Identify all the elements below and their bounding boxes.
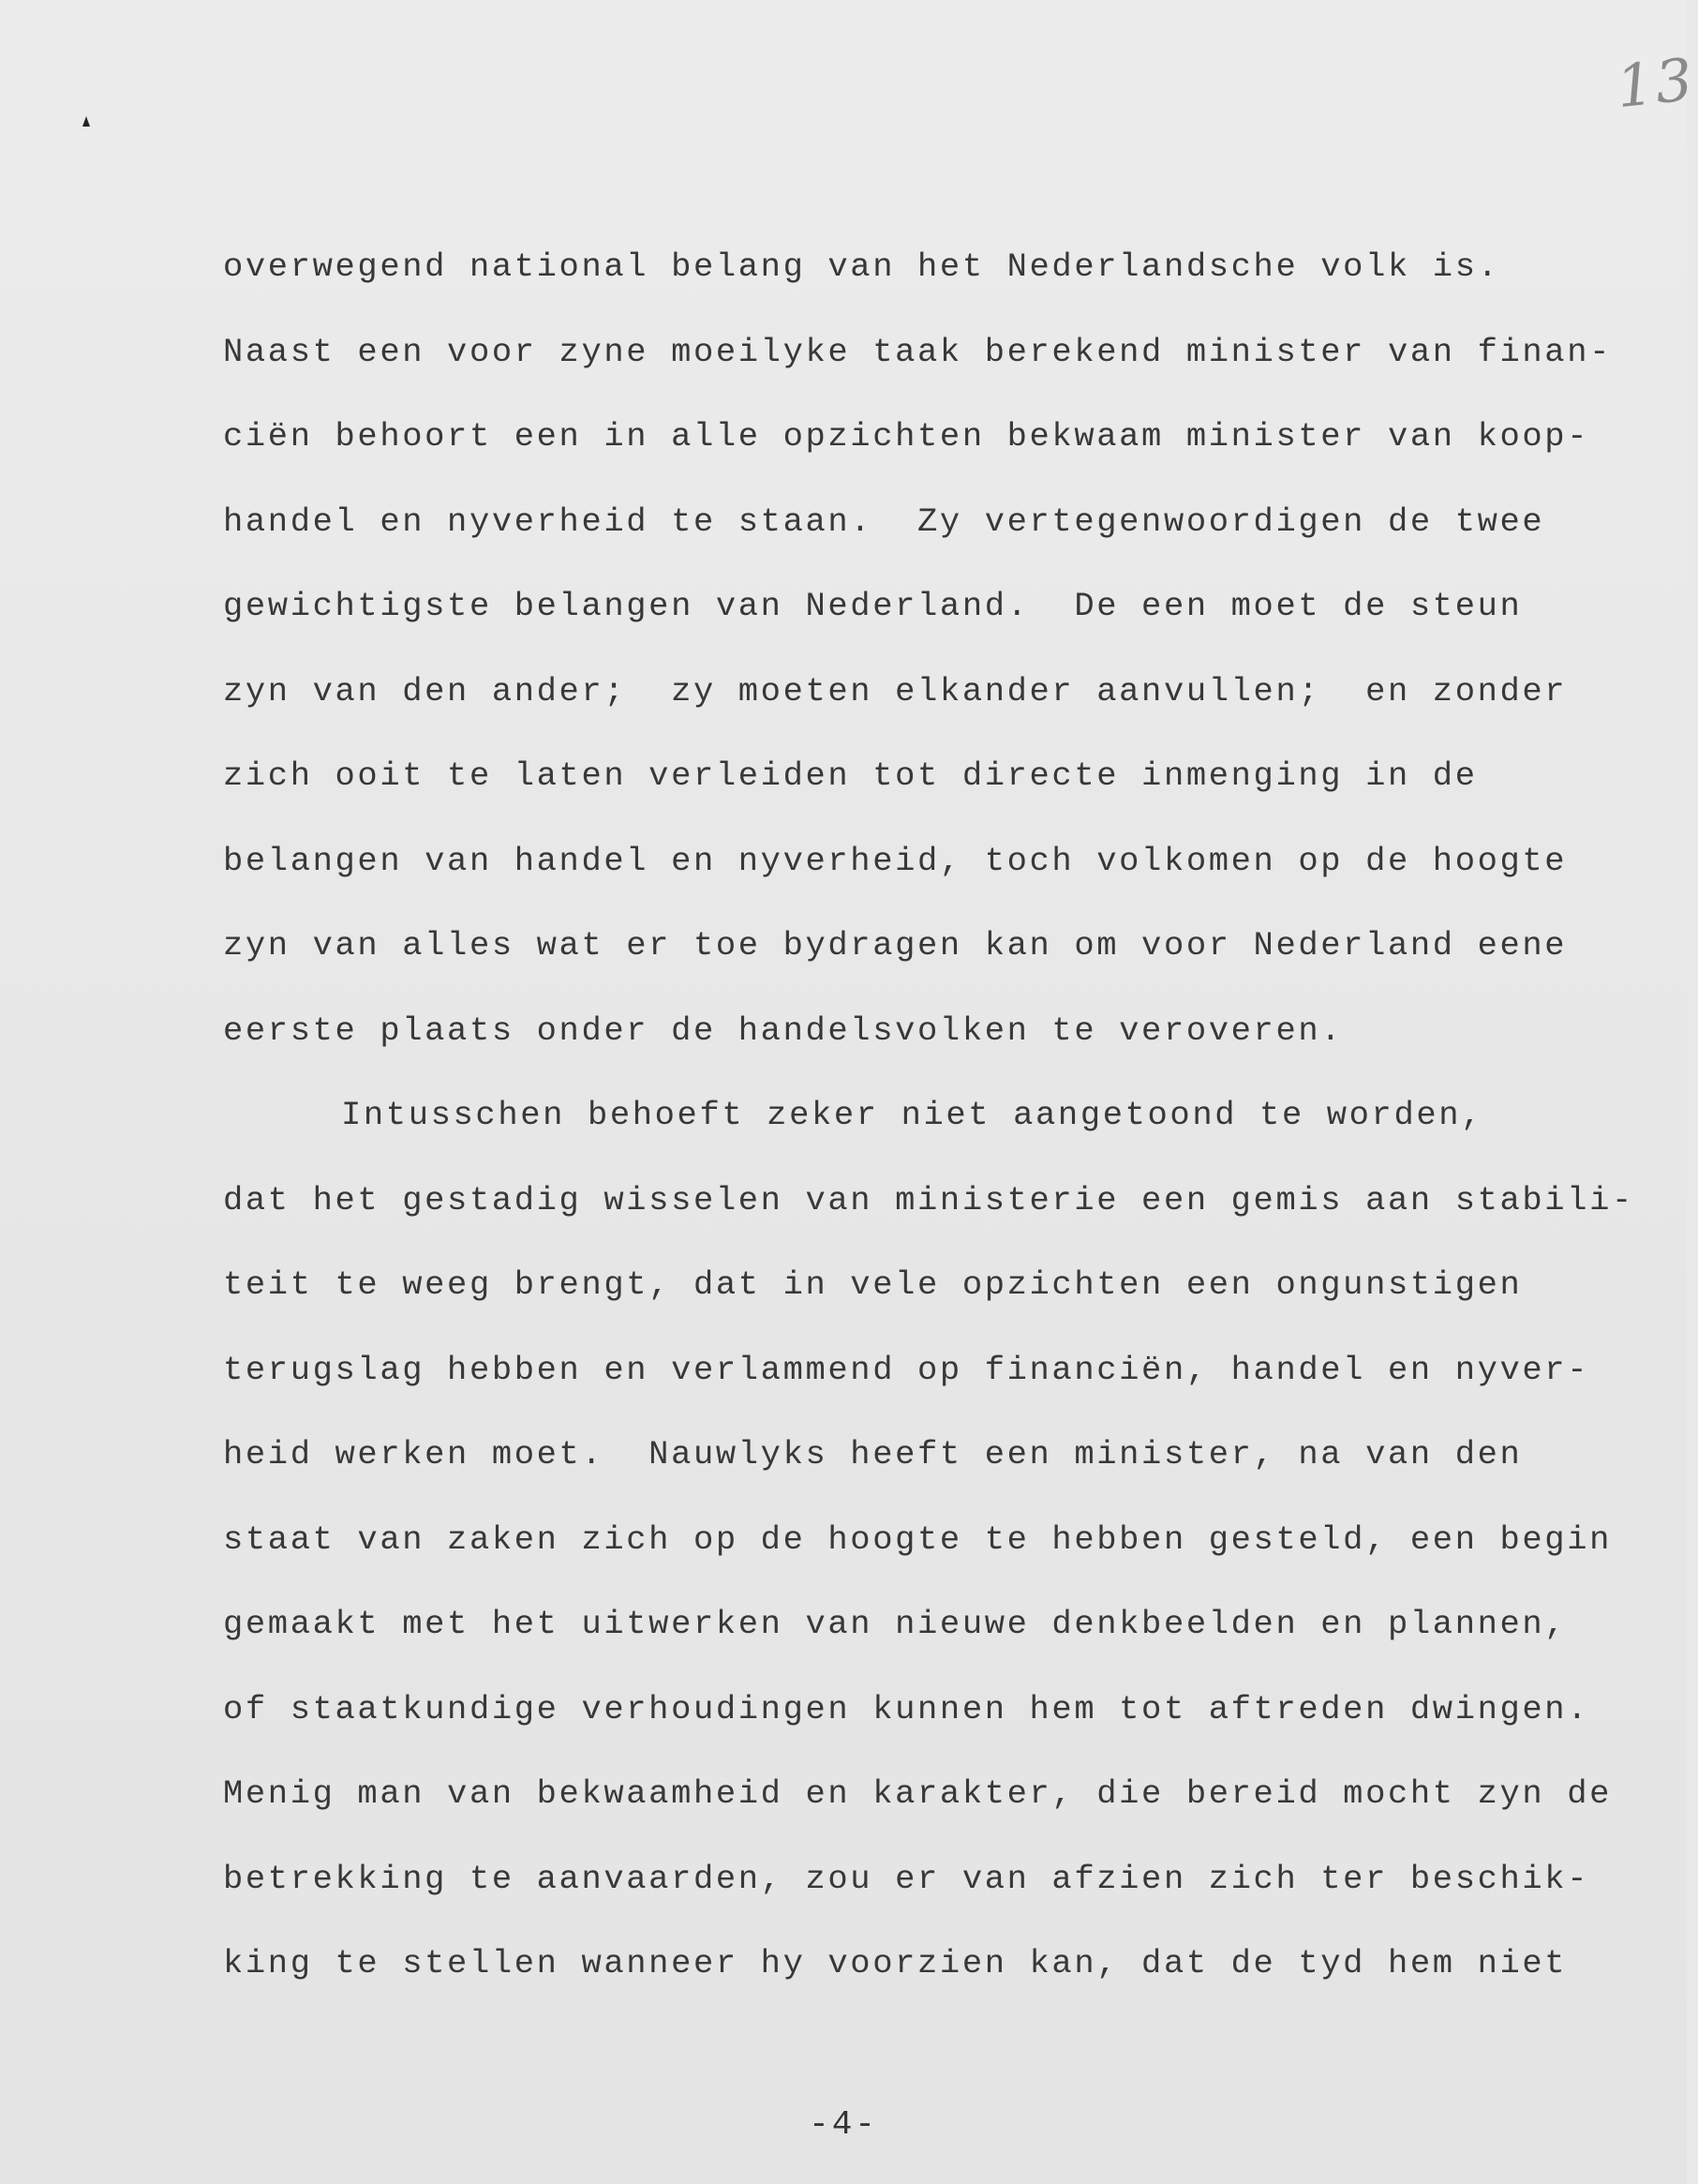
text-line: teit te weeg brengt, dat in vele opzichten een ongunstigen bbox=[223, 1265, 1523, 1304]
page-number: -4- bbox=[809, 2105, 878, 2144]
text-line: gemaakt met het uitwerken van nieuwe denkbeelden en plannen, bbox=[223, 1605, 1568, 1643]
paragraph-start-line: Intusschen behoeft zeker niet aangetoond te worden, bbox=[341, 1096, 1484, 1134]
text-line: overwegend national belang van het Nederlandsche volk is. bbox=[223, 247, 1500, 286]
text-line: gewichtigste belangen van Nederland. De een moet de steun bbox=[223, 587, 1523, 625]
text-line: Naast een voor zyne moeilyke taak berekend minister van finan- bbox=[223, 332, 1613, 371]
corner-mark-icon bbox=[82, 116, 90, 127]
text-line: zyn van den ander; zy moeten elkander aanvullen; en zonder bbox=[223, 671, 1568, 711]
text-line: betrekking te aanvaarden, zou er van afzien zich ter beschik- bbox=[223, 1859, 1590, 1898]
text-line: eerste plaats onder de handelsvolken te veroveren. bbox=[223, 1010, 1344, 1050]
archive-number: 13 bbox=[1613, 44, 1698, 122]
text-line: king te stellen wanneer hy voorzien kan, dat de tyd hem niet bbox=[223, 1944, 1568, 1982]
text-line: staat van zaken zich op de hoogte te hebben gesteld, een begin bbox=[223, 1519, 1613, 1559]
text-line: dat het gestadig wisselen van ministerie een gemis aan stabili- bbox=[223, 1180, 1634, 1219]
text-line: zyn van alles wat er toe bydragen kan om voor Nederland eene bbox=[223, 926, 1568, 965]
text-line: heid werken moet. Nauwlyks heeft een minister, na van den bbox=[223, 1435, 1523, 1473]
body-text bbox=[223, 225, 1657, 2007]
text-line: Menig man van bekwaamheid en karakter, die bereid mocht zyn de bbox=[223, 1774, 1613, 1813]
text-line: of staatkundige verhoudingen kunnen hem tot aftreden dwingen. bbox=[223, 1689, 1590, 1728]
text-line: handel en nyverheid te staan. Zy vertegenwoordigen de twee bbox=[223, 501, 1545, 541]
text-line: zich ooit te laten verleiden tot directe inmenging in de bbox=[223, 756, 1478, 795]
text-line: belangen van handel en nyverheid, toch volkomen op de hoogte bbox=[223, 841, 1568, 880]
text-line: terugslag hebben en verlammend op financiën, handel en nyver- bbox=[223, 1350, 1590, 1389]
text-line: ciën behoort een in alle opzichten bekwaam minister van koop- bbox=[223, 417, 1590, 456]
